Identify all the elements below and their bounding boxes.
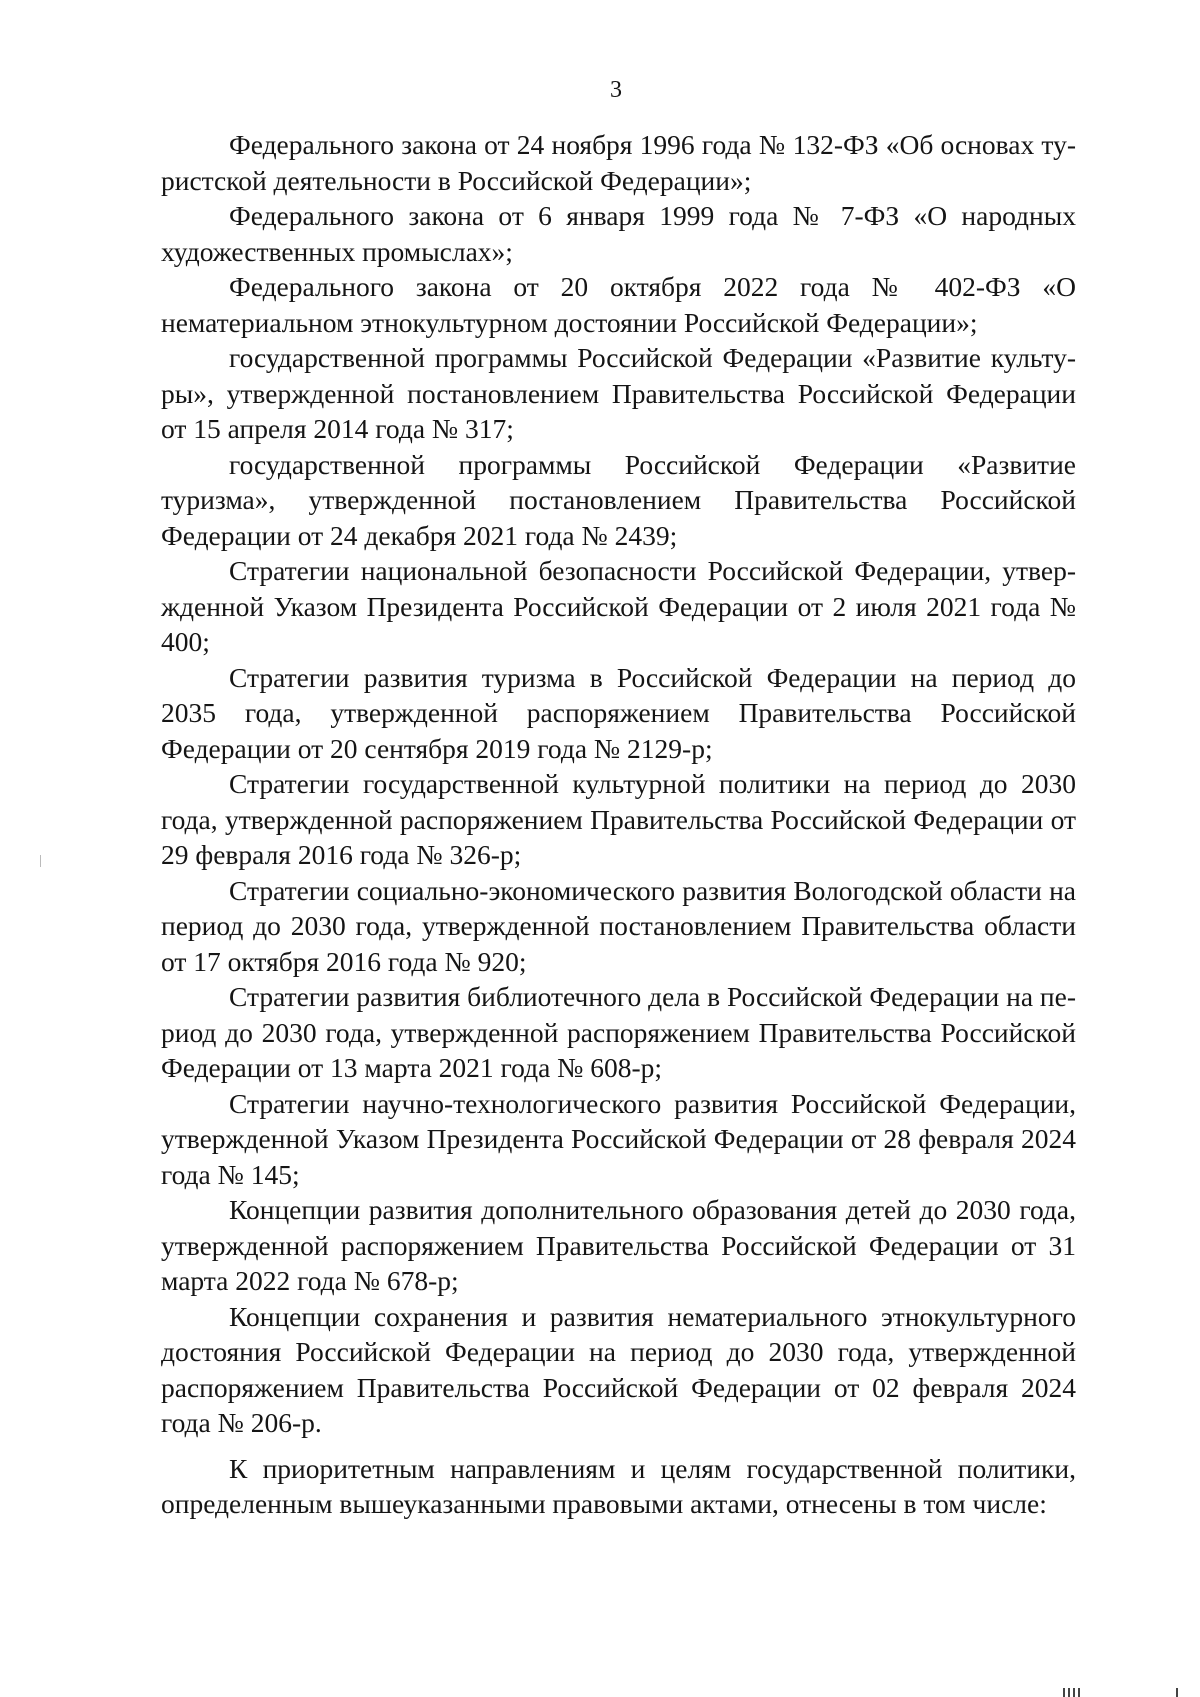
paragraph-vologda-strategy: Стратегии социально-экономического развития Вологодской области на период до 2030 года, утвержденной постановлением Правительства области от 17 октября 2016 года № 920; xyxy=(161,874,1076,977)
paragraph-priorities-intro: К приоритетным направлениям и целям государственной политики, определенным вышеуказанными правовыми актами, отнесены в том числе: xyxy=(161,1452,1076,1519)
paragraph-law-132-fz: Федерального закона от 24 ноября 1996 года № 132-ФЗ «Об основах туристской деятельности в Российской Федерации»; xyxy=(161,129,1076,196)
scan-mark xyxy=(1073,1688,1075,1697)
paragraph-law-402-fz: Федерального закона от 20 октября 2022 года № 402-ФЗ «О нематериальном этнокультурном достоянии Российской Федерации»; xyxy=(161,271,1076,338)
scan-mark xyxy=(1068,1688,1070,1697)
paragraph-tourism-strategy: Стратегии развития туризма в Российской Федерации на период до 2035 года, утвержденной распоряжением Правительства Российской Федерации от 20 сентября 2019 года № 2129-р; xyxy=(161,661,1076,764)
paragraph-national-security-strategy: Стратегии национальной безопасности Российской Федерации, утвержденной Указом Президента Российской Федерации от 2 июля 2021 года № 400; xyxy=(161,555,1076,657)
document-body xyxy=(161,127,1076,1522)
paragraph-law-7-fz: Федерального закона от 6 января 1999 года № 7-ФЗ «О народных художественных промыслах»; xyxy=(161,200,1076,267)
paragraph-program-culture: государственной программы Российской Федерации «Развитие культуры», утвержденной постановлением Правительства Российской Федерации от 15 апреля 2014 года № 317; xyxy=(161,342,1076,444)
paragraph-heritage-concept: Концепции сохранения и развития нематериального этнокультурного достояния Российской Федерации на период до 2030 года, утвержденной распоряжением Правительства Российской Федерации от 02 февраля 2024 года № 206-р. xyxy=(161,1300,1076,1438)
paragraph-library-strategy: Стратегии развития библиотечного дела в Российской Федерации на период до 2030 года, утвержденной распоряжением Правительства Российской Федерации от 13 марта 2021 года № 608-р; xyxy=(161,981,1076,1083)
page-number: 3 xyxy=(610,77,622,103)
paragraph-cultural-policy-strategy: Стратегии государственной культурной политики на период до 2030 года, утвержденной распоряжением Правительства Российской Федерации от 29 февраля 2016 года № 326-р; xyxy=(161,768,1076,870)
paragraph-science-strategy: Стратегии научно-технологического развития Российской Федерации, утвержденной Указом Президента Российской Федерации от 28 февраля 2024 года № 145; xyxy=(161,1087,1076,1190)
scan-mark xyxy=(1063,1688,1065,1697)
scan-mark xyxy=(1078,1688,1080,1697)
paragraph-program-tourism: государственной программы Российской Федерации «Развитие туризма», утвержденной постановлением Правительства Российской Федерации от 24 декабря 2021 года № 2439; xyxy=(161,448,1076,551)
scan-artifact xyxy=(40,855,41,867)
scan-mark xyxy=(1176,1688,1178,1697)
paragraph-education-concept: Концепции развития дополнительного образования детей до 2030 года, утвержденной распоряжением Правительства Российской Федерации от 31 марта 2022 года № 678-р; xyxy=(161,1194,1076,1296)
